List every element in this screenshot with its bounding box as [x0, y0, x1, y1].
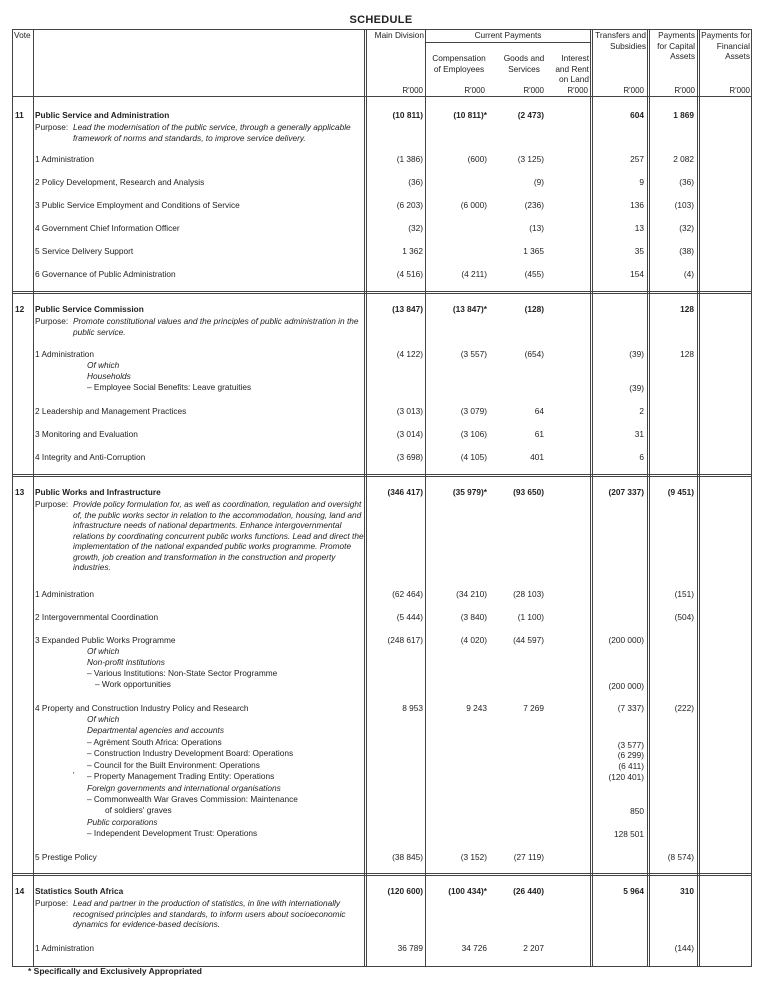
header-capital-assets: Payments for Capital Assets [657, 30, 695, 61]
cell-comp: (600) [467, 154, 487, 164]
unit-label: R'000 [567, 86, 588, 95]
cell-main: (3 014) [396, 429, 423, 439]
programme-label: 4 Government Chief Information Officer [35, 223, 180, 233]
sub-line: – Commonwealth War Graves Commission: Maintenance [87, 794, 298, 804]
sub-line: – Various Institutions: Non-State Sector Programme [87, 668, 278, 678]
cell-goods: (654) [524, 349, 544, 359]
cell-transfers: (39) [629, 383, 644, 393]
cell-capital: (103) [674, 200, 694, 210]
cell-main: (3 698) [396, 452, 423, 462]
cell-capital: (38) [679, 246, 694, 256]
purpose-label: Purpose: [35, 122, 69, 132]
cell-main: 36 789 [397, 943, 423, 953]
cell-capital: (32) [679, 223, 694, 233]
cell-comp: (6 000) [460, 200, 487, 210]
header-rule [12, 96, 752, 97]
col-divider [590, 29, 593, 967]
programme-label: 2 Intergovernmental Coordination [35, 612, 159, 622]
purpose-text: Lead and partner in the production of statistics, in line with internationally recognised principles and standards, to inform users about socioeconomic dynamics for evidence-based decisions. [73, 898, 346, 929]
programme-label: 2 Leadership and Management Practices [35, 406, 187, 416]
cell-goods: 61 [534, 429, 544, 439]
cell-main: (38 845) [392, 852, 423, 862]
cell-transfers: (200 000) [608, 635, 644, 645]
cell-comp: (34 210) [456, 589, 487, 599]
total-capital: (9 451) [667, 487, 694, 497]
total-comp: (100 434)* [448, 886, 487, 896]
cell-transfers: 35 [634, 246, 644, 256]
cell-comp: 34 726 [461, 943, 487, 953]
total-capital: 128 [680, 304, 694, 314]
vote-number: 13 [15, 487, 25, 497]
current-payments-rule [426, 42, 590, 43]
cell-main: (32) [408, 223, 423, 233]
sub-line: – Independent Development Trust: Operations [87, 828, 258, 838]
total-main: (120 600) [387, 886, 423, 896]
cell-goods: (28 103) [513, 589, 544, 599]
cell-comp: (4 020) [460, 635, 487, 645]
cell-capital: 2 082 [673, 154, 694, 164]
cell-main: 1 362 [402, 246, 423, 256]
total-goods: (26 440) [513, 886, 544, 896]
cell-comp: 9 243 [466, 703, 487, 713]
total-goods: (2 473) [517, 110, 544, 120]
unit-label: R'000 [729, 86, 750, 95]
programme-label: 1 Administration [35, 943, 95, 953]
programme-label: 4 Integrity and Anti-Corruption [35, 452, 146, 462]
cell-transfers: (120 401) [608, 772, 644, 782]
header-interest-rent: Interest and Rent on Land [555, 53, 589, 84]
cell-goods: 64 [534, 406, 544, 416]
sub-line: – Employee Social Benefits: Leave gratuities [87, 382, 252, 392]
cell-capital: (36) [679, 177, 694, 187]
cell-capital: (151) [674, 589, 694, 599]
programme-label: 6 Governance of Public Administration [35, 269, 176, 279]
total-main: (10 811) [392, 110, 423, 120]
sub-line: – Property Management Trading Entity: Operations [87, 771, 275, 781]
programme-label: 5 Service Delivery Support [35, 246, 134, 256]
cell-main: (248 617) [387, 635, 423, 645]
cell-main: 8 953 [402, 703, 423, 713]
of-which-label: Of which [87, 714, 120, 724]
cell-transfers: 257 [630, 154, 644, 164]
unit-label: R'000 [674, 86, 695, 95]
cell-transfers: 136 [630, 200, 644, 210]
programme-label: 1 Administration [35, 349, 95, 359]
unit-label: R'000 [623, 86, 644, 95]
unit-label: R'000 [402, 86, 423, 95]
cell-goods: (3 125) [517, 154, 544, 164]
total-capital: 1 869 [673, 110, 694, 120]
vote-separator [12, 474, 752, 477]
header-transfers: Transfers and Subsidies [595, 30, 646, 51]
cell-goods: (13) [529, 223, 544, 233]
programme-label: 1 Administration [35, 154, 95, 164]
total-transfers: 604 [630, 110, 644, 120]
page-title: SCHEDULE [349, 14, 413, 26]
sub-category: Households [87, 371, 131, 381]
sub-line: of soldiers' graves [105, 805, 172, 815]
cell-goods: 401 [530, 452, 544, 462]
header-vote: Vote [14, 30, 31, 40]
purpose-label: Purpose: [35, 316, 69, 326]
sub-category: Foreign governments and international organisations [87, 783, 281, 793]
vote-number: 12 [15, 304, 25, 314]
col-divider [425, 29, 426, 967]
cell-transfers: 2 [639, 406, 644, 416]
total-transfers: (207 337) [608, 487, 644, 497]
cell-goods: 7 269 [523, 703, 544, 713]
cell-goods: 1 365 [523, 246, 544, 256]
vote-separator [12, 291, 752, 294]
cell-main: (4 122) [396, 349, 423, 359]
programme-label: 5 Prestige Policy [35, 852, 97, 862]
col-divider [697, 29, 700, 967]
cell-comp: (3 152) [460, 852, 487, 862]
purpose-label: Purpose: [35, 898, 69, 908]
cell-capital: (4) [683, 269, 694, 279]
header-goods-services: Goods and Services [503, 53, 545, 74]
cell-goods: (9) [533, 177, 544, 187]
cell-transfers: (3 577) [617, 740, 644, 750]
programme-label: 1 Administration [35, 589, 95, 599]
total-goods: (93 650) [513, 487, 544, 497]
cell-comp: (3 079) [460, 406, 487, 416]
cell-transfers: (6 299) [617, 750, 644, 760]
col-divider [647, 29, 650, 967]
cell-transfers: 128 501 [614, 829, 644, 839]
sub-line: – Council for the Built Environment: Operations [87, 760, 260, 770]
of-which-label: Of which [87, 360, 120, 370]
total-transfers: 5 964 [623, 886, 644, 896]
programme-label: 2 Policy Development, Research and Analysis [35, 177, 205, 187]
total-comp: (10 811)* [453, 110, 487, 120]
vote-name: Public Service Commission [35, 304, 144, 314]
tick-mark: ' [73, 771, 75, 780]
sub-category: Departmental agencies and accounts [87, 725, 224, 735]
cell-transfers: 154 [630, 269, 644, 279]
total-goods: (128) [524, 304, 544, 314]
cell-capital: 128 [680, 349, 694, 359]
cell-main: (36) [408, 177, 423, 187]
cell-goods: (236) [524, 200, 544, 210]
cell-goods: (1 100) [517, 612, 544, 622]
cell-capital: (144) [674, 943, 694, 953]
cell-transfers: (6 411) [618, 761, 644, 771]
cell-transfers: (39) [629, 349, 644, 359]
cell-capital: (222) [674, 703, 694, 713]
total-capital: 310 [680, 886, 694, 896]
sub-line: – Work opportunities [95, 679, 171, 689]
purpose-text: Lead the modernisation of the public service, through a generally applicable framework of norms and standards, to improve service delivery. [73, 122, 351, 143]
cell-comp: (3 840) [460, 612, 487, 622]
programme-label: 4 Property and Construction Industry Policy and Research [35, 703, 249, 713]
programme-label: 3 Public Service Employment and Conditions of Service [35, 200, 240, 210]
col-divider [364, 29, 367, 967]
unit-label: R'000 [523, 86, 544, 95]
cell-transfers: 13 [634, 223, 644, 233]
cell-comp: (4 211) [461, 269, 487, 279]
cell-transfers: 6 [639, 452, 644, 462]
cell-comp: (3 106) [460, 429, 487, 439]
sub-line: – Agrément South Africa: Operations [87, 737, 222, 747]
unit-label: R'000 [464, 86, 485, 95]
cell-goods: (44 597) [513, 635, 544, 645]
total-main: (13 847) [392, 304, 423, 314]
cell-transfers: (7 337) [617, 703, 644, 713]
cell-goods: 2 207 [523, 943, 544, 953]
cell-comp: (4 105) [460, 452, 487, 462]
vote-name: Public Service and Administration [35, 110, 170, 120]
header-main-division: Main Division [374, 30, 424, 40]
footnote: * Specifically and Exclusively Appropriated [28, 966, 202, 976]
cell-main: (1 386) [396, 154, 423, 164]
total-comp: (13 847)* [452, 304, 487, 314]
cell-transfers: 9 [639, 177, 644, 187]
cell-main: (3 013) [396, 406, 423, 416]
cell-comp: (3 557) [460, 349, 487, 359]
cell-main: (4 516) [396, 269, 423, 279]
cell-goods: (455) [524, 269, 544, 279]
cell-main: (6 203) [396, 200, 423, 210]
cell-main: (62 464) [392, 589, 423, 599]
header-financial-assets: Payments for Financial Assets [701, 30, 750, 61]
vote-number: 14 [15, 886, 25, 896]
cell-goods: (27 119) [513, 852, 544, 862]
header-current-payments: Current Payments [474, 30, 542, 40]
vote-number: 11 [15, 110, 24, 120]
vote-separator [12, 873, 752, 876]
col-divider [33, 29, 34, 967]
sub-line: – Construction Industry Development Board: Operations [87, 748, 294, 758]
total-main: (346 417) [387, 487, 423, 497]
purpose-text: Provide policy formulation for, as well as coordination, regulation and oversight of, the public works sector in relation to the accommodation, housing, land and infrastructure needs of national departments. Enhance intergovernmental relations by coordinating concurrent public works functions. Lead and direct the implementation of the national expanded public works programme. Promote growth, job creation and transformation in the construction and property industries. [73, 499, 364, 572]
of-which-label: Of which [87, 646, 120, 656]
programme-label: 3 Expanded Public Works Programme [35, 635, 176, 645]
sub-category: Non-profit institutions [87, 657, 165, 667]
cell-main: (5 444) [396, 612, 423, 622]
total-comp: (35 979)* [452, 487, 487, 497]
purpose-label: Purpose: [35, 499, 69, 509]
cell-transfers: (200 000) [608, 681, 644, 691]
purpose-text: Promote constitutional values and the principles of public administration in the public service. [73, 316, 359, 337]
vote-name: Statistics South Africa [35, 886, 124, 896]
cell-capital: (8 574) [667, 852, 694, 862]
header-compensation: Compensation of Employees [432, 53, 486, 74]
vote-name: Public Works and Infrastructure [35, 487, 161, 497]
sub-category: Public corporations [87, 817, 158, 827]
programme-label: 3 Monitoring and Evaluation [35, 429, 138, 439]
cell-transfers: 31 [634, 429, 644, 439]
cell-capital: (504) [674, 612, 694, 622]
cell-transfers: 850 [630, 806, 644, 816]
